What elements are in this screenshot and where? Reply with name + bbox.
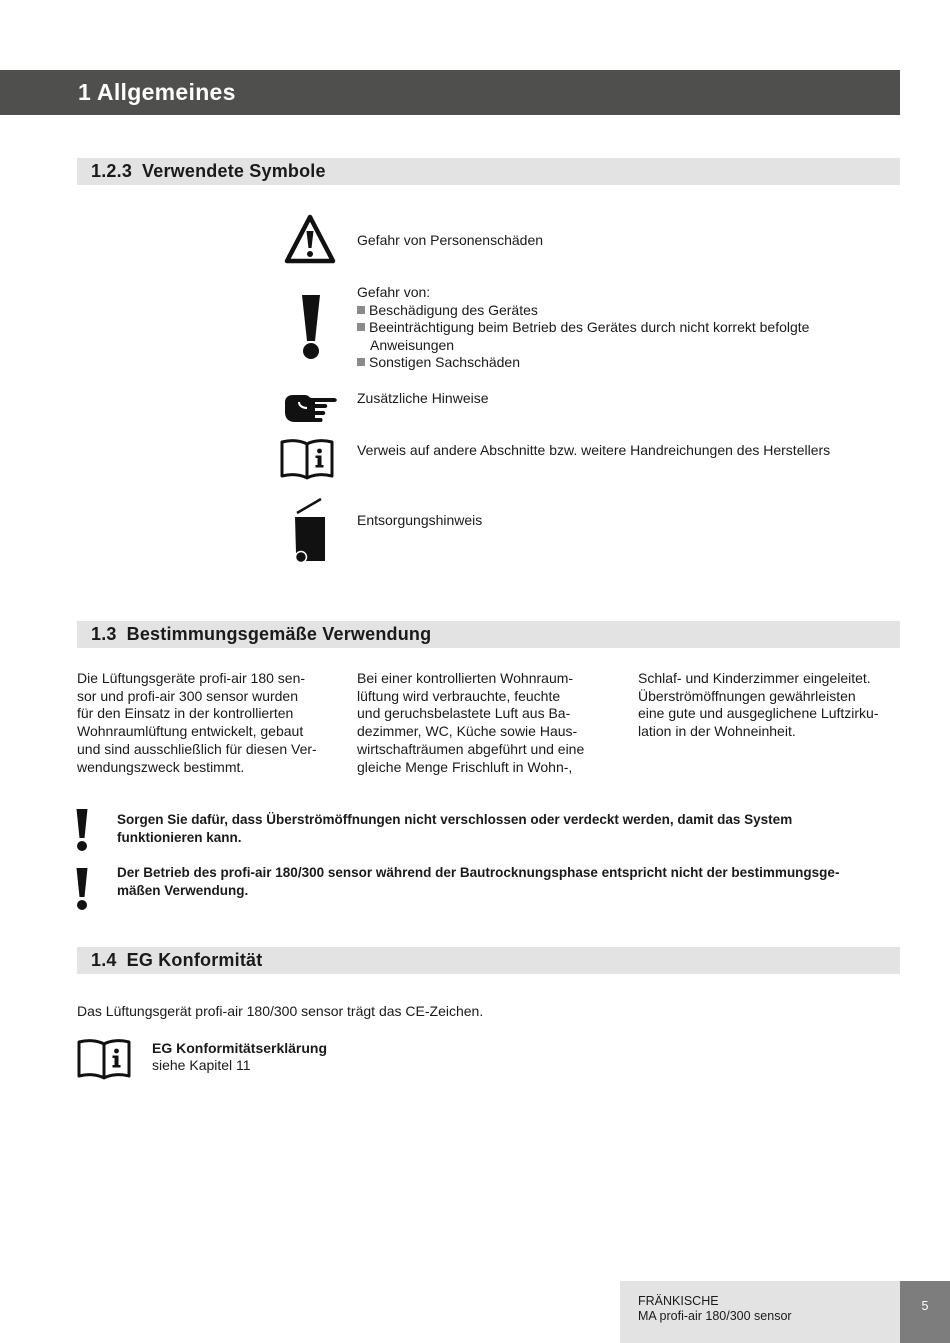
pointing-hand-icon [281, 390, 339, 426]
footer-info [620, 1281, 900, 1343]
text-line: sor und profi-air 300 sensor wurden [77, 687, 299, 704]
text-line: gleiche Menge Frischluft in Wohn-, [357, 758, 573, 775]
section-title: EG Konformität [126, 950, 263, 970]
text-line: Bei einer kontrollierten Wohnraum- [357, 670, 574, 686]
exclamation-icon [75, 808, 89, 852]
section-number: 1.4 [91, 950, 117, 970]
bullet-continuation: Anweisungen [370, 336, 455, 353]
text-line: und geruchsbelastete Luft aus Ba- [357, 705, 571, 722]
usage-warning-2 [117, 864, 897, 899]
conformity-reference-title: EG Konformitätserklärung [152, 1040, 328, 1056]
text-line: lation in der Wohneinheit. [638, 723, 796, 740]
warning-line: Sorgen Sie dafür, dass Überströmöffnungen nicht verschlossen oder verdeckt werden, damit das System [117, 812, 793, 827]
symbol-text-personal-danger: Gefahr von Personenschäden [357, 232, 544, 248]
book-info-icon [77, 1038, 131, 1080]
section-heading-usage [77, 621, 900, 648]
disposal-bin-icon [292, 497, 326, 565]
warning-line: mäßen Verwendung. [117, 882, 249, 898]
text-line: und sind ausschließlich für diesen Ver- [77, 740, 317, 757]
section-title: Bestimmungsgemäße Verwendung [126, 624, 432, 644]
section-number: 1.2.3 [91, 161, 133, 181]
bullet-item: Sonstigen Sachschäden [357, 354, 877, 372]
section-heading-symbols [77, 158, 900, 185]
text-line: eine gute und ausgeglichene Luftzirku- [638, 705, 879, 722]
book-info-icon [280, 438, 334, 480]
text-line: Überströmöffnungen gewährleisten [638, 687, 856, 704]
symbol-text-notes: Zusätzliche Hinweise [357, 390, 489, 406]
conformity-reference-text: siehe Kapitel 11 [152, 1057, 251, 1073]
bullet-item: Beeinträchtigung beim Betrieb des Gerätes durch nicht korrekt befolgte [357, 319, 877, 337]
section-heading-conformity [77, 947, 900, 974]
text-line: Wohnraumlüftung entwickelt, gebaut [77, 723, 304, 740]
exclamation-icon [299, 293, 323, 361]
page-number: 5 [900, 1281, 950, 1343]
footer-company: FRÄNKISCHE [638, 1294, 719, 1308]
text-line: dezimmer, WC, Küche sowie Haus- [357, 723, 578, 740]
usage-column-2 [357, 670, 622, 776]
text-line: Schlaf- und Kinderzimmer eingeleitet. [638, 670, 871, 686]
warning-line: Der Betrieb des profi-air 180/300 sensor während der Bautrocknungsphase entspricht nicht der bestimmungsge- [117, 865, 840, 880]
section-number: 1.3 [91, 624, 117, 644]
text-line: Die Lüftungsgeräte profi-air 180 sen- [77, 670, 306, 686]
warning-line: funktionieren kann. [117, 829, 242, 845]
footer-document: MA profi-air 180/300 sensor [638, 1309, 792, 1323]
text-line: wirtschafträumen abgeführt und eine [357, 740, 585, 757]
symbol-lead: Gefahr von: [357, 284, 431, 300]
usage-column-1 [77, 670, 342, 776]
usage-column-3 [638, 670, 903, 741]
chapter-title: 1 Allgemeines [0, 70, 900, 115]
text-line: für den Einsatz in der kontrollierten [77, 705, 294, 722]
symbol-text-reference: Verweis auf andere Abschnitte bzw. weitere Handreichungen des Herstellers [357, 442, 831, 458]
text-line: lüftung wird verbrauchte, feuchte [357, 687, 561, 704]
warning-triangle-icon [284, 214, 336, 264]
symbol-text-disposal: Entsorgungshinweis [357, 512, 483, 528]
bullet-item: Beschädigung des Gerätes [357, 302, 877, 320]
usage-warning-1 [117, 811, 897, 846]
conformity-text: Das Lüftungsgerät profi-air 180/300 sensor trägt das CE-Zeichen. [77, 1003, 484, 1019]
exclamation-icon [75, 867, 89, 911]
symbol-text-damage [357, 284, 877, 372]
text-line: wendungszweck bestimmt. [77, 758, 245, 775]
section-title: Verwendete Symbole [142, 161, 326, 181]
